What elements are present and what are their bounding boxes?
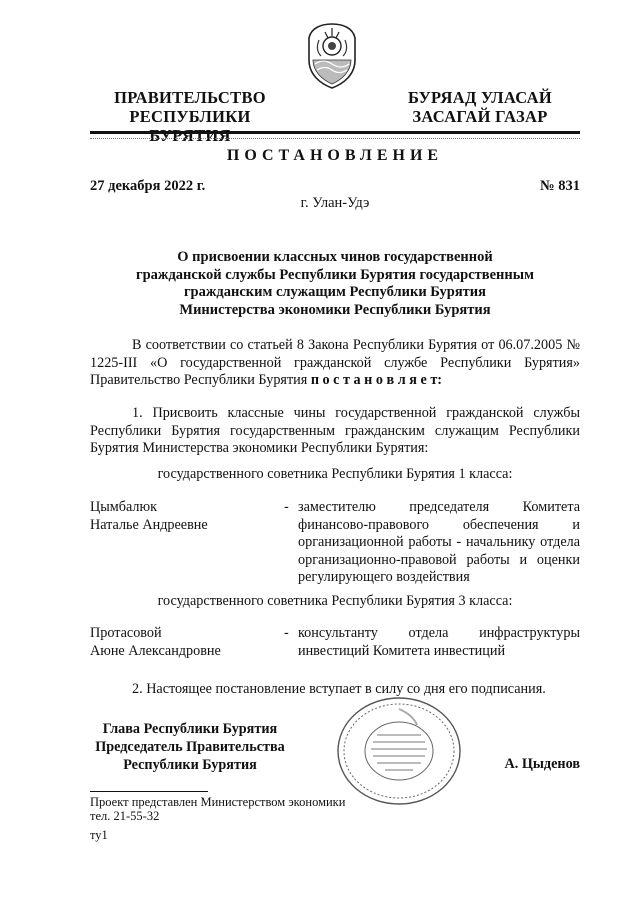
person1-given-name: Наталье Андреевне <box>90 516 208 533</box>
document-city: г. Улан-Удэ <box>300 195 370 211</box>
signer-name: А. Цыденов <box>504 756 580 772</box>
person1-name <box>90 499 280 534</box>
person2-role: консультанту отдела инфраструктуры инвестиций Комитета инвестиций <box>298 625 580 659</box>
preamble-decree: п о с т а н о в л я е т: <box>310 372 443 388</box>
document-number: № 831 <box>540 178 580 194</box>
rank2-heading: государственного советника Республики Бурятия 3 класса: <box>157 593 513 609</box>
document-subject <box>120 249 550 319</box>
footer-code: ту1 <box>90 828 108 842</box>
person2-dash: - <box>284 625 289 641</box>
header-divider-dotted <box>90 138 580 139</box>
item2-text: 2. Настоящее постановление вступает в силу со дня его подписания. <box>132 681 546 697</box>
item1-text: 1. Присвоить классные чины государственной гражданской службы Республики Бурятия государственным гражданским служащим Республики Бурятия Министерства экономики Республики Бурятия: <box>90 405 580 456</box>
footer-note <box>90 796 390 823</box>
header-right-line2: ЗАСАГАЙ ГАЗАР <box>412 107 548 126</box>
person2-given-name: Аюне Александровне <box>90 642 221 659</box>
subject-line: Министерства экономики Республики Бурятия <box>179 301 491 318</box>
signatory-title-line1: Глава Республики Бурятия <box>102 721 278 737</box>
item1-paragraph <box>90 405 580 458</box>
header-left-line1: ПРАВИТЕЛЬСТВО <box>114 88 266 107</box>
footer-presented-by: Проект представлен Министерством экономики <box>90 795 346 809</box>
preamble-text: В соответствии со статьей 8 Закона Республики Бурятия от 06.07.2005 № 1225-III «О государственной гражданской службе Республики Бурятия» Правительство Республики Бурятия <box>90 337 580 388</box>
subject-line: гражданской службы Республики Бурятия государственным <box>136 266 534 283</box>
official-seal-icon <box>335 695 463 807</box>
coat-of-arms-icon <box>303 20 361 90</box>
signatory-title <box>90 720 290 774</box>
person1-dash: - <box>284 499 289 515</box>
header-left-line2: РЕСПУБЛИКИ БУРЯТИЯ <box>129 107 251 145</box>
subject-line: О присвоении классных чинов государственной <box>177 249 493 265</box>
person2-surname: Протасовой <box>90 625 162 641</box>
header-left <box>90 88 290 145</box>
document-type: ПОСТАНОВЛЕНИЕ <box>226 147 444 164</box>
signatory-title-line3: Республики Бурятия <box>123 757 257 773</box>
header-right-line1: БУРЯАД УЛАСАЙ <box>407 88 553 107</box>
person1-surname: Цымбалюк <box>90 499 157 515</box>
signatory-title-line2: Председатель Правительства <box>95 739 285 755</box>
person2-name <box>90 625 280 660</box>
person1-role: заместителю председателя Комитета финансово-правового обеспечения и организационной работы - начальнику отдела организационно-правовой работы и оценки регулирующего воздействия <box>298 499 580 585</box>
rank1-heading: государственного советника Республики Бурятия 1 класса: <box>157 466 513 482</box>
footer-divider <box>90 791 208 792</box>
preamble-paragraph <box>90 337 580 390</box>
subject-line: гражданским служащим Республики Бурятия <box>183 284 487 300</box>
document-date: 27 декабря 2022 г. <box>90 178 206 194</box>
footer-phone: тел. 21-55-32 <box>90 808 160 823</box>
header-divider <box>90 131 580 134</box>
header-right <box>380 88 580 126</box>
